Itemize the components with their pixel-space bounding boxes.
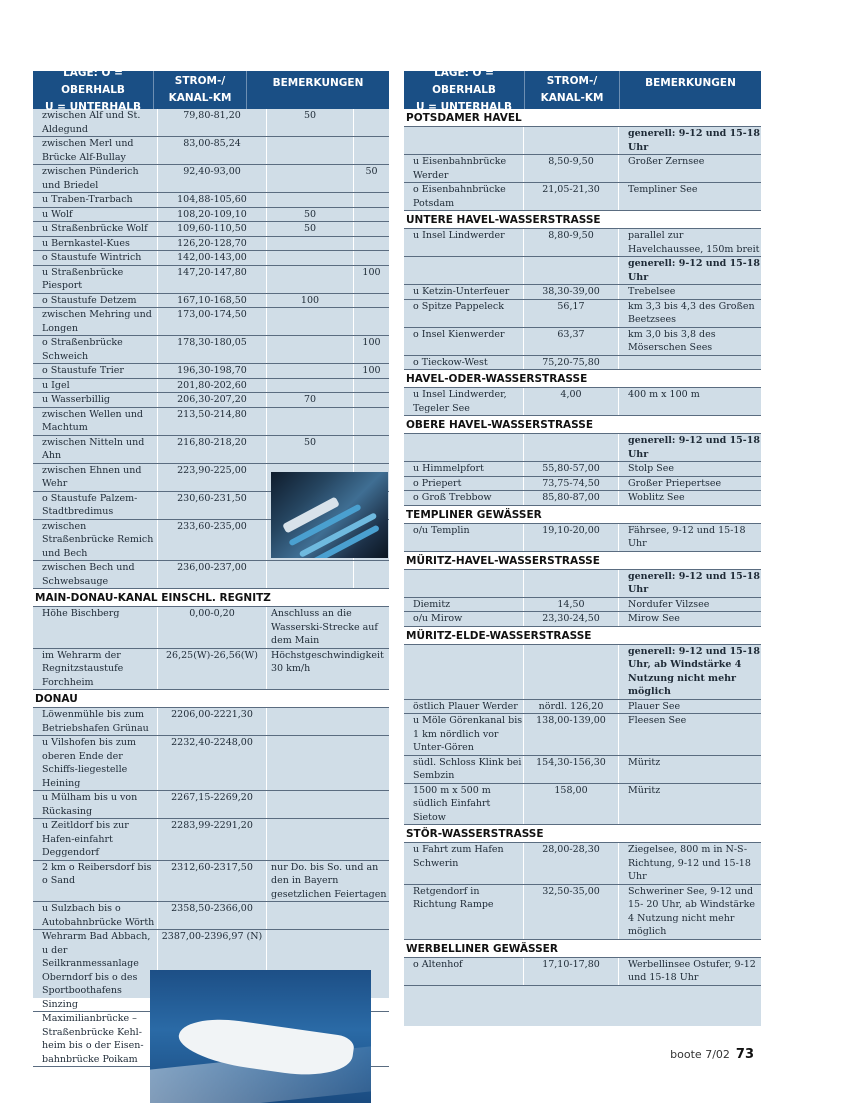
row-bem-b: 100 [362,266,381,278]
row-km: 147,20-147,80 [158,266,267,293]
row-km: 21,05-21,30 [524,183,619,210]
section-title: TEMPLINER GEWÄSSER [404,506,761,524]
row-km: 178,30-180,05 [158,336,267,363]
row-km [524,645,619,699]
row-lage: im Wehrarm der Regnitzstaustufe Forchheim [33,649,158,690]
row-lage: Löwenmühle bis zum Betriebshafen Grünau [33,708,158,735]
row-km: 2283,99-2291,20 [158,819,267,860]
section-title: OBERE HAVEL-WASSERSTRASSE [404,416,761,434]
row-bemerkungen [267,436,389,463]
row-bem-b: 100 [362,365,381,376]
row-lage: u Himmelpfort [404,462,524,476]
row-lage: Diemitz [404,598,524,612]
section-title: MÜRITZ-ELDE-WASSERSTRASSE [404,627,761,645]
row-km: 83,00-85,24 [158,137,267,164]
row-lage: 1500 m x 500 m südlich Einfahrt Sietow [404,784,524,825]
row-km: 2358,50-2366,00 [158,902,267,929]
table-row [404,434,761,462]
row-bemerkungen [267,109,389,136]
table-row [33,237,389,252]
row-lage: u Straßenbrücke Wolf [33,222,158,236]
row-bem-b: 50 [365,166,378,177]
row-lage: o Staustufe Palzem-Stadtbredimus [33,492,158,519]
row-bem-a [267,408,354,435]
row-bemerkungen [267,165,389,192]
row-km: 19,10-20,00 [524,524,619,551]
row-lage: u Mülham bis u von Rückasing [33,791,158,818]
row-km: 223,90-225,00 [158,464,267,491]
row-lage: zwischen Alf und St. Aldegund [33,109,158,136]
row-km: 201,80-202,60 [158,379,267,393]
row-bemerkungen [267,902,389,929]
row-lage: u Vilshofen bis zum oberen Ende der Schiffs-liegestelle Heining [33,736,158,790]
row-bem-b [354,436,389,463]
table-row [404,229,761,257]
row-km: 28,00-28,30 [524,843,619,884]
row-lage: u Bernkastel-Kues [33,237,158,251]
table-row [404,388,761,416]
row-lage: u Möle Görenkanal bis 1 km nördlich vor Unter-Gören [404,714,524,755]
header-strom-line1: STROM-/ [174,75,226,87]
row-lage: Höhe Bischberg [33,607,158,648]
row-bemerkungen: Trebelsee [628,286,676,297]
table-row [33,408,389,436]
row-lage: u Wasserbillig [33,393,158,407]
left-table-header [33,66,389,113]
row-bemerkungen [267,736,389,790]
row-lage: zwischen Ehnen und Wehr [33,464,158,491]
row-km: 236,00-237,00 [158,561,267,588]
row-lage: u Insel Lindwerder [404,229,524,256]
header-strom-line1: STROM-/ [546,75,598,87]
row-km [524,570,619,597]
header-bemerkungen: BEMERKUNGEN [272,77,364,89]
table-row [404,356,761,371]
row-bemerkungen: generell: 9-12 und 15-18 Uhr [628,570,760,595]
row-km: 79,80-81,20 [158,109,267,136]
row-km: 216,80-218,20 [158,436,267,463]
table-row [33,561,389,589]
row-lage: o Straßenbrücke Schweich [33,336,158,363]
row-bem-a [267,193,354,207]
row-km: 4,00 [524,388,619,415]
row-bemerkungen [267,308,389,335]
row-lage [404,645,524,699]
row-km: 2206,00-2221,30 [158,708,267,735]
row-bemerkungen: generell: 9-12 und 15-18 Uhr [628,128,760,153]
row-lage: u Traben-Trarbach [33,193,158,207]
row-bem-a [267,237,354,251]
row-km: 138,00-139,00 [524,714,619,755]
row-km: 17,10-17,80 [524,958,619,985]
row-km: 126,20-128,70 [158,237,267,251]
row-bem-a [267,137,354,164]
page-number: 73 [735,1047,754,1062]
row-lage: u Zeitldorf bis zur Hafen-einfahrt Deggendorf [33,819,158,860]
row-bemerkungen [619,356,761,370]
row-lage: o Spitze Pappeleck [404,300,524,327]
row-lage [404,257,524,284]
row-km: 75,20-75,80 [524,356,619,370]
row-bemerkungen [267,222,389,236]
row-bemerkungen: km 3,3 bis 4,3 des Großen Beetzsees [628,300,755,325]
table-row [33,649,389,691]
row-bemerkungen: Schweriner See, 9-12 und 15- 20 Uhr, ab Windstärke 4 Nutzung nicht mehr möglich [628,885,755,937]
row-lage [404,570,524,597]
row-bemerkungen: generell: 9-12 und 15-18 Uhr [628,435,760,460]
section-title: STÖR-WASSERSTRASSE [404,825,761,843]
row-km: 32,50-35,00 [524,885,619,939]
row-lage: u Sulzbach bis o Autobahnbrücke Wörth [33,902,158,929]
row-bemerkungen [267,364,389,378]
row-bemerkungen [267,379,389,393]
row-bemerkungen: Nordufer Vilzsee [628,598,710,610]
row-bem-b [354,222,389,236]
table-row [33,336,389,364]
table-row [33,294,389,309]
table-row [404,477,761,492]
row-km [524,434,619,461]
table-row [33,902,389,930]
table-row [33,222,389,237]
row-bemerkungen [267,408,389,435]
row-bem-a [267,561,354,588]
row-bem-a: 50 [267,436,354,463]
row-lage: o Altenhof [404,958,524,985]
row-km: 158,00 [524,784,619,825]
header-lage-line1: LAGE: O = OBERHALB [432,66,496,96]
section-title: POTSDAMER HAVEL [404,109,761,127]
table-row [33,109,389,137]
row-lage: o Staustufe Wintrich [33,251,158,265]
row-bemerkungen: Müritz [628,756,661,768]
header-strom-line2: KANAL-KM [168,92,232,104]
table-row [33,308,389,336]
row-bemerkungen [267,137,389,164]
table-row [404,756,761,784]
row-km [524,257,619,284]
row-bemerkungen: Anschluss an die Wasserski-Strecke auf dem Main [271,608,378,646]
row-lage: zwischen Bech und Schwebsauge [33,561,158,588]
table-row [404,714,761,756]
row-lage: o/u Mirow [404,612,524,626]
row-lage: o Priepert [404,477,524,491]
table-row [404,491,761,506]
table-row [33,819,389,861]
row-lage: zwischen Pünderich und Briedel [33,165,158,192]
row-bemerkungen: Stolp See [628,463,674,474]
row-lage: zwischen Wellen und Machtum [33,408,158,435]
row-lage: südl. Schloss Klink bei Sembzin [404,756,524,783]
right-table [404,66,761,1026]
table-row [404,524,761,552]
table-row [33,708,389,736]
row-bem-a [267,308,354,335]
row-lage: u Insel Lindwerder, Tegeler See [404,388,524,415]
table-row [404,612,761,627]
row-bem-b [354,561,389,588]
row-bemerkungen: Ziegelsee, 800 m in N-S-Richtung, 9-12 und 15-18 Uhr [628,844,751,882]
row-bem-a [267,379,354,393]
row-bemerkungen: 400 m x 100 m [628,389,700,400]
row-bemerkungen: Mirow See [628,613,680,624]
row-lage: o Groß Trebbow [404,491,524,505]
row-km: 104,88-105,60 [158,193,267,207]
row-bemerkungen: Fleesen See [628,715,687,726]
table-row [33,791,389,819]
header-lage-line2: U = UNTERHALB [45,100,141,113]
row-km: 73,75-74,50 [524,477,619,491]
section-title-donau: DONAU [33,690,389,708]
row-km: 109,60-110,50 [158,222,267,236]
row-km: 92,40-93,00 [158,165,267,192]
row-km: 55,80-57,00 [524,462,619,476]
row-lage: o/u Templin [404,524,524,551]
table-row [33,736,389,791]
row-lage: o Insel Kienwerder [404,328,524,355]
table-row [33,266,389,294]
row-bemerkungen: generell: 9-12 und 15-18 Uhr, ab Windstärke 4 Nutzung nicht mehr möglich [628,645,760,697]
row-bem-a: 100 [267,294,354,308]
row-lage: u Igel [33,379,158,393]
row-bemerkungen: generell: 9-12 und 15-18 Uhr [628,258,760,283]
row-lage: u Wolf [33,208,158,222]
row-km: 142,00-143,00 [158,251,267,265]
row-bem-a [267,165,354,192]
row-bem-a [267,336,354,363]
row-bem-b [354,251,389,265]
table-row [33,251,389,266]
row-km: 8,50-9,50 [524,155,619,182]
table-row [404,885,761,940]
table-row [404,285,761,300]
row-bem-a [267,251,354,265]
table-row [404,257,761,285]
row-bemerkungen: Großer Zernsee [628,156,705,167]
table-row [404,700,761,715]
table-row [33,165,389,193]
row-lage: u Straßenbrücke Piesport [33,266,158,293]
table-row [33,436,389,464]
table-row [33,208,389,223]
row-km: 213,50-214,80 [158,408,267,435]
header-strom-line2: KANAL-KM [540,92,604,104]
table-row [33,607,389,649]
table-row [404,598,761,613]
row-lage: o Staustufe Detzem [33,294,158,308]
row-lage: zwischen Straßenbrücke Remich und Bech [33,520,158,561]
row-bemerkungen [267,708,389,735]
row-lage: 2 km o Reibersdorf bis o Sand [33,861,158,902]
row-km: 14,50 [524,598,619,612]
row-bem-b [354,137,389,164]
row-km: 2387,00-2396,97 (N) [158,930,267,1011]
row-bem-a: 50 [267,208,354,222]
row-km: 0,00-0,20 [158,607,267,648]
row-bem-b [354,208,389,222]
section-title-main-donau: MAIN-DONAU-KANAL EINSCHL. REGNITZ [33,589,389,607]
row-bem-a [267,364,354,378]
row-bemerkungen: Plauer See [628,700,681,712]
row-lage [404,127,524,154]
row-lage: u Eisenbahnbrücke Werder [404,155,524,182]
row-bemerkungen: Müritz [628,784,661,796]
row-km: 8,80-9,50 [524,229,619,256]
table-row [404,645,761,700]
table-row [404,784,761,826]
row-bem-b [354,393,389,407]
row-km: 230,60-231,50 [158,492,267,519]
magazine-issue: boote 7/02 [670,1048,730,1061]
row-bem-b [354,109,389,136]
row-bemerkungen: nur Do. bis So. und an den in Bayern gesetzlichen Feiertagen [271,861,387,900]
row-bem-b: 100 [362,337,381,348]
table-row [404,183,761,211]
row-lage: Retgendorf in Richtung Rampe [404,885,524,939]
row-km: 2232,40-2248,00 [158,736,267,790]
row-bem-b [354,379,389,393]
row-lage: zwischen Merl und Brücke Alf-Bullay [33,137,158,164]
row-bemerkungen [267,819,389,860]
row-lage: u Ketzin-Unterfeuer [404,285,524,299]
table-row [33,379,389,394]
row-bemerkungen: parallel zur Havelchaussee, 150m breit [628,230,760,255]
row-lage [404,434,524,461]
right-table-header [404,66,761,113]
row-km: 108,20-109,10 [158,208,267,222]
waterski-photo [271,472,388,558]
row-bemerkungen [267,393,389,407]
row-bemerkungen: Höchstgeschwindigkeit 30 km/h [271,649,384,674]
row-km: 85,80-87,00 [524,491,619,505]
table-row [33,393,389,408]
table-row [33,193,389,208]
table-row [404,155,761,183]
table-row [404,328,761,356]
section-title: UNTERE HAVEL-WASSERSTRASSE [404,211,761,229]
row-bem-a: 50 [267,109,354,136]
row-lage: zwischen Mehring und Longen [33,308,158,335]
row-lage: o Staustufe Trier [33,364,158,378]
header-bemerkungen: BEMERKUNGEN [645,77,736,89]
section-title: HAVEL-ODER-WASSERSTRASSE [404,370,761,388]
row-bemerkungen [267,294,389,308]
row-bem-b [354,193,389,207]
row-km: 2267,15-2269,20 [158,791,267,818]
section-title: MÜRITZ-HAVEL-WASSERSTRASSE [404,552,761,570]
row-km: 233,60-235,00 [158,520,267,561]
row-km [524,127,619,154]
table-row [404,127,761,155]
header-lage-line1: LAGE: O = OBERHALB [61,66,125,96]
row-bemerkungen: Woblitz See [628,492,685,503]
main-donau-table-body [33,607,389,690]
row-bemerkungen [267,266,389,293]
row-bem-a [267,266,354,293]
row-bemerkungen [267,193,389,207]
right-table-body [404,109,761,986]
table-row [404,843,761,885]
row-lage: zwischen Nitteln und Ahn [33,436,158,463]
table-row [33,861,389,903]
row-bem-b [354,308,389,335]
row-bem-b [354,408,389,435]
table-row [33,364,389,379]
row-km: 196,30-198,70 [158,364,267,378]
row-km: 26,25(W)-26,56(W) [158,649,267,690]
row-lage: östlich Plauer Werder [404,700,524,714]
table-row [33,137,389,165]
row-bem-b [354,237,389,251]
header-lage-line2: U = UNTERHALB [416,100,512,113]
row-km: nördl. 126,20 [524,700,619,714]
table-row [404,300,761,328]
row-km: 63,37 [524,328,619,355]
row-km: 23,30-24,50 [524,612,619,626]
row-bemerkungen: Fährsee, 9-12 und 15-18 Uhr [628,524,746,549]
table-row [404,462,761,477]
row-bemerkungen: Großer Priepertsee [628,477,722,489]
row-bemerkungen [267,208,389,222]
page-footer [670,1047,754,1062]
row-km: 2312,60-2317,50 [158,861,267,902]
table-row [404,958,761,986]
row-bem-b [354,294,389,308]
motorboat-photo [150,970,371,1103]
row-km: 173,00-174,50 [158,308,267,335]
row-lage: u Fahrt zum Hafen Schwerin [404,843,524,884]
row-bemerkungen: km 3,0 bis 3,8 des Möserschen Sees [628,328,716,353]
row-bem-a: 70 [267,393,354,407]
row-bemerkungen [267,791,389,818]
row-bemerkungen [267,336,389,363]
row-km: 56,17 [524,300,619,327]
row-km: 167,10-168,50 [158,294,267,308]
row-bemerkungen: Werbellinsee Ostufer, 9-12 und 15-18 Uhr [628,958,756,983]
row-lage: Maximilianbrücke – Straßenbrücke Kehl-heim bis o der Eisen-bahnbrücke Poikam [33,1012,158,1066]
row-lage: Wehrarm Bad Abbach, u der Seilkranmessanlage Oberndorf bis o des Sportboothafens Sinzing [33,930,158,1011]
row-bemerkungen [267,251,389,265]
row-km: 206,30-207,20 [158,393,267,407]
row-bem-a: 50 [267,222,354,236]
row-km: 154,30-156,30 [524,756,619,783]
row-lage: o Tieckow-West [404,356,524,370]
section-title: WERBELLINER GEWÄSSER [404,940,761,958]
row-bemerkungen [267,237,389,251]
row-bemerkungen [267,561,389,588]
row-bemerkungen: Templiner See [628,184,698,195]
table-row [404,570,761,598]
row-lage: o Eisenbahnbrücke Potsdam [404,183,524,210]
row-km: 38,30-39,00 [524,285,619,299]
